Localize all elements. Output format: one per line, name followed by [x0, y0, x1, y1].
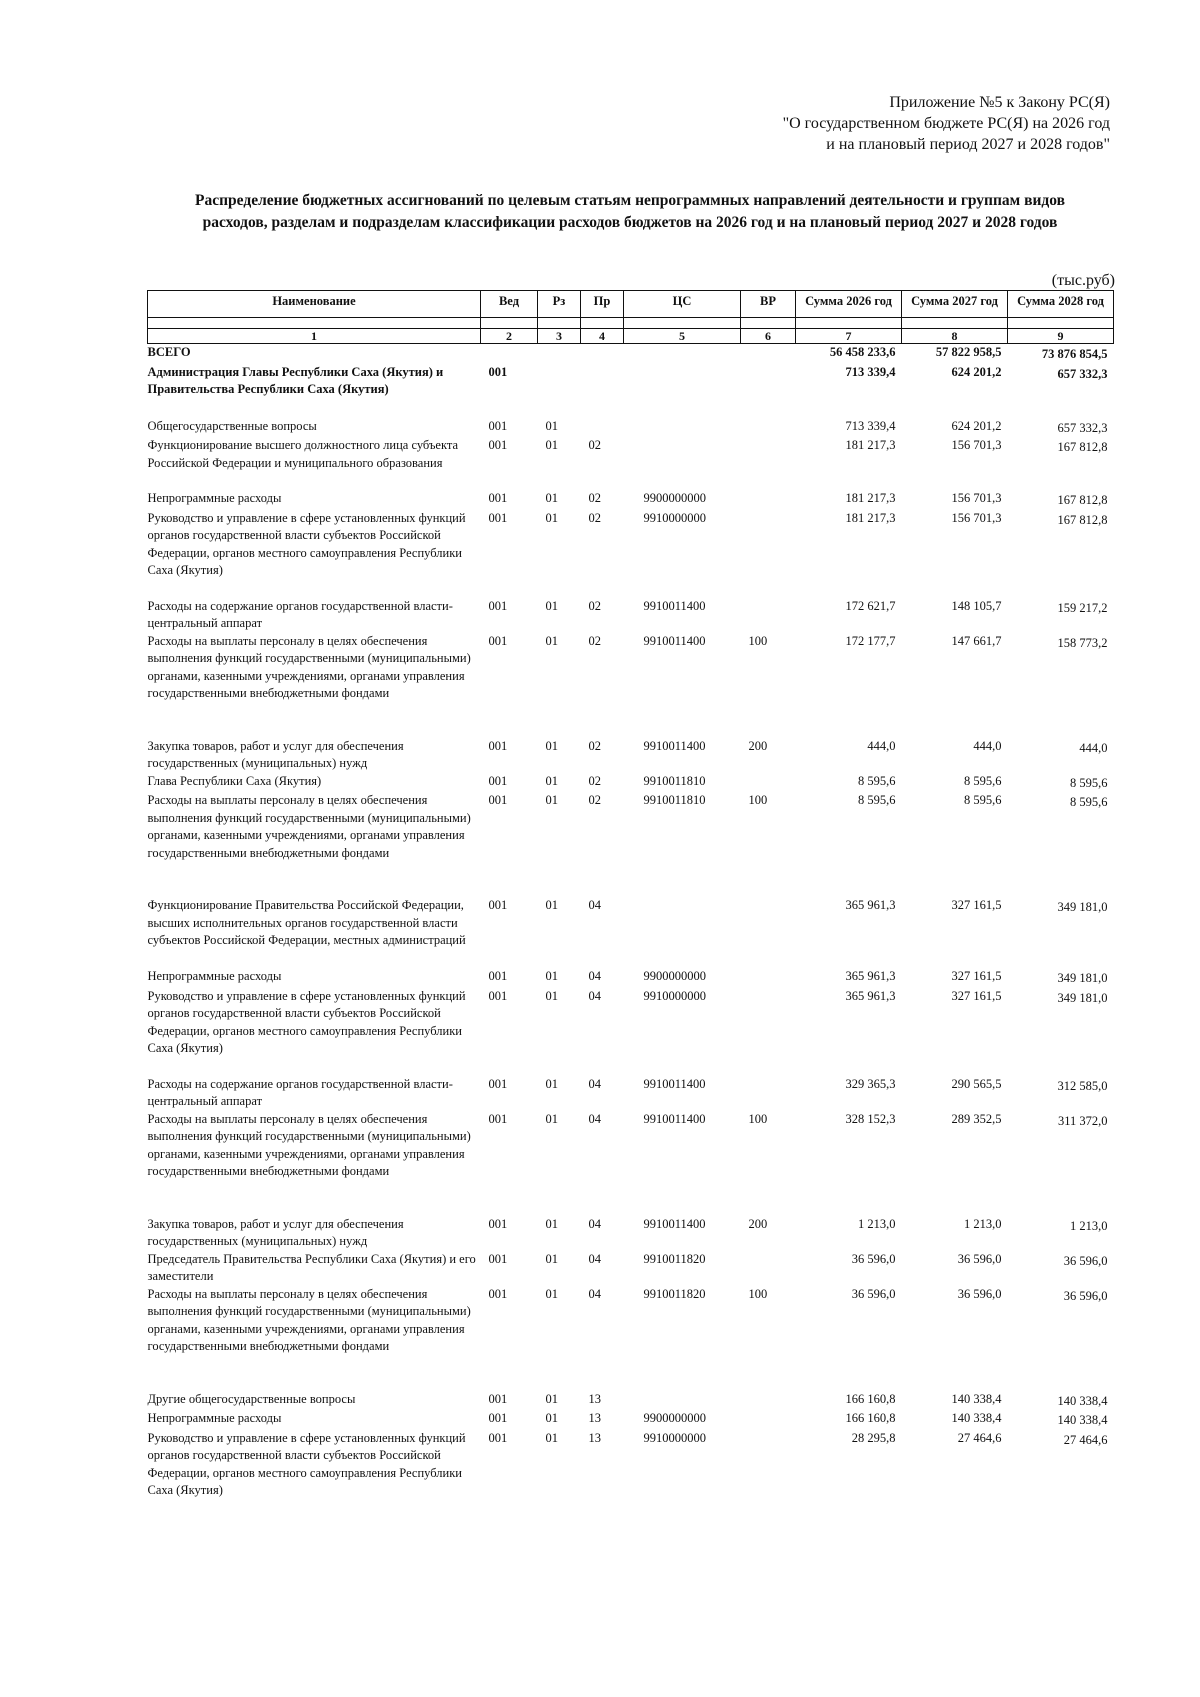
row-sum-2028: 36 596,0	[1063, 1253, 1108, 1268]
row-rz	[538, 364, 581, 418]
column-header: Рз	[538, 291, 581, 318]
row-pr: 13	[588, 1391, 601, 1406]
column-header: Вед	[481, 291, 538, 318]
row-cs: 9910000000	[643, 510, 706, 525]
row-sum-2027: 27 464,6	[957, 1430, 1002, 1445]
appendix-note	[550, 92, 1110, 155]
row-name: Глава Республики Саха (Якутия)	[147, 773, 322, 788]
title-line: расходов, разделам и подразделам классификации расходов бюджетов на 2026 год и на плановый период 2027 и 2028 годов	[202, 214, 1058, 231]
table-row	[148, 1410, 1114, 1430]
row-sum-2026: 365 961,3	[845, 898, 896, 912]
row-rz: 01	[545, 1391, 558, 1406]
row-cs: 9910000000	[643, 1430, 706, 1445]
row-pr: 04	[588, 1216, 601, 1231]
row-name: Руководство и управление в сфере установленных функций органов государственной власти субъектов Российской Федерации, органов местного самоуправления Республики Саха (Якутия)	[147, 510, 466, 577]
row-ved: 001	[488, 438, 508, 452]
column-number: 7	[796, 329, 902, 344]
row-name: Расходы на выплаты персоналу в целях обеспечения выполнения функций государственными (муниципальными) органами, казенными учреждениями, органами управления государственными внебюджетными фондами	[147, 633, 471, 700]
row-sum-2027: 147 661,7	[951, 633, 1002, 648]
row-sum-2026: 36 596,0	[851, 1251, 896, 1266]
table-row	[148, 773, 1114, 793]
row-name: Расходы на содержание органов государственной власти- центральный аппарат	[147, 598, 453, 630]
row-pr: 02	[588, 598, 601, 613]
row-sum-2028: 73 876 854,5	[1041, 347, 1108, 361]
row-vr: 100	[748, 1286, 768, 1301]
row-sum-2027: 444,0	[973, 738, 1002, 753]
row-ved: 001	[488, 1111, 508, 1126]
row-rz: 01	[545, 1430, 558, 1445]
row-cs: 9900000000	[643, 1411, 706, 1425]
column-number: 2	[481, 329, 538, 344]
row-vr	[741, 1410, 796, 1430]
row-sum-2027: 36 596,0	[957, 1251, 1002, 1266]
row-sum-2026: 56 458 233,6	[829, 345, 896, 359]
column-number: 3	[538, 329, 581, 344]
row-rz	[538, 344, 581, 364]
column-header: ЦС	[624, 291, 741, 318]
row-rz: 01	[545, 1411, 558, 1425]
column-header: ВР	[741, 291, 796, 318]
column-number: 8	[902, 329, 1008, 344]
row-sum-2028: 8 595,6	[1070, 795, 1108, 809]
row-cs	[624, 364, 741, 418]
row-cs: 9910011820	[643, 1286, 706, 1301]
row-cs: 9910011400	[643, 1216, 706, 1231]
row-sum-2028: 8 595,6	[1070, 775, 1108, 790]
row-vr	[741, 418, 796, 438]
row-cs: 9910011810	[643, 793, 706, 807]
row-cs: 9900000000	[643, 969, 706, 983]
budget-table	[147, 290, 1114, 1500]
row-name: ВСЕГО	[147, 345, 191, 359]
row-sum-2026: 166 160,8	[845, 1391, 896, 1406]
row-vr	[741, 1391, 796, 1411]
row-rz: 01	[545, 1216, 558, 1231]
row-ved: 001	[488, 1430, 508, 1445]
header-row	[148, 291, 1114, 318]
row-cs	[624, 1391, 741, 1411]
row-cs	[624, 418, 741, 438]
row-sum-2028: 167 812,8	[1057, 493, 1108, 507]
row-name: Общегосударственные вопросы	[147, 418, 317, 433]
row-sum-2027: 327 161,5	[951, 988, 1002, 1003]
row-sum-2026: 1 213,0	[858, 1216, 896, 1231]
row-sum-2028: 167 812,8	[1057, 440, 1108, 454]
table-row	[148, 792, 1114, 897]
row-vr: 100	[748, 633, 768, 648]
row-name: Расходы на выплаты персоналу в целях обеспечения выполнения функций государственными (муниципальными) органами, казенными учреждениями, органами управления государственными внебюджетными фондами	[147, 793, 471, 860]
row-pr: 04	[588, 1076, 601, 1091]
row-name: Другие общегосударственные вопросы	[147, 1391, 356, 1406]
row-pr: 13	[588, 1411, 601, 1425]
row-cs	[624, 344, 741, 364]
row-name: Расходы на выплаты персоналу в целях обеспечения выполнения функций государственными (муниципальными) органами, казенными учреждениями, органами управления государственными внебюджетными фондами	[147, 1111, 471, 1178]
row-sum-2027: 327 161,5	[951, 898, 1002, 912]
row-sum-2028: 349 181,0	[1057, 900, 1108, 914]
row-vr	[741, 968, 796, 988]
row-ved: 001	[488, 1391, 508, 1406]
row-name: Функционирование высшего должностного лица субъекта Российской Федерации и муниципального образования	[147, 438, 459, 470]
row-pr	[581, 344, 624, 364]
row-ved: 001	[488, 1076, 508, 1091]
row-ved: 001	[488, 773, 508, 788]
row-sum-2027: 624 201,2	[951, 364, 1002, 379]
row-sum-2028: 312 585,0	[1057, 1078, 1108, 1093]
row-cs	[624, 437, 741, 490]
row-pr: 02	[588, 633, 601, 648]
row-name: Расходы на содержание органов государственной власти- центральный аппарат	[147, 1076, 453, 1108]
row-sum-2027: 327 161,5	[951, 969, 1002, 983]
row-rz: 01	[545, 418, 558, 433]
column-number: 5	[624, 329, 741, 344]
row-vr	[741, 1251, 796, 1286]
row-sum-2026: 172 177,7	[845, 633, 896, 648]
row-ved: 001	[488, 969, 508, 983]
row-name: Администрация Главы Республики Саха (Якутия) и Правительства Республики Саха (Якутия)	[147, 364, 444, 396]
row-sum-2028: 27 464,6	[1063, 1432, 1108, 1447]
row-sum-2028: 311 372,0	[1057, 1113, 1108, 1128]
row-sum-2026: 713 339,4	[845, 418, 896, 433]
row-sum-2028: 159 217,2	[1057, 600, 1108, 615]
row-pr: 04	[588, 1251, 601, 1266]
row-pr: 02	[588, 738, 601, 753]
row-vr	[741, 1430, 796, 1500]
row-pr	[581, 364, 624, 418]
row-vr	[741, 344, 796, 364]
row-vr	[741, 364, 796, 418]
row-vr	[741, 897, 796, 968]
row-ved: 001	[488, 1216, 508, 1231]
row-name: Закупка товаров, работ и услуг для обеспечения государственных (муниципальных) нужд	[147, 738, 404, 770]
row-ved: 001	[488, 491, 508, 505]
row-sum-2026: 172 621,7	[845, 598, 896, 613]
row-pr: 04	[588, 988, 601, 1003]
row-rz: 01	[545, 773, 558, 788]
table-row	[148, 897, 1114, 968]
document-title	[150, 190, 1110, 234]
row-ved: 001	[488, 793, 508, 807]
appendix-line: Приложение №5 к Закону РС(Я)	[889, 94, 1110, 111]
row-pr: 13	[588, 1430, 601, 1445]
row-sum-2027: 148 105,7	[951, 598, 1002, 613]
row-sum-2028: 140 338,4	[1057, 1413, 1108, 1427]
table-row	[148, 418, 1114, 438]
row-pr: 04	[588, 1286, 601, 1301]
column-header: Наименование	[148, 291, 481, 318]
row-sum-2028: 657 332,3	[1057, 366, 1108, 381]
row-sum-2027: 8 595,6	[964, 793, 1002, 807]
row-sum-2026: 181 217,3	[845, 510, 896, 525]
table-row	[148, 738, 1114, 773]
row-ved: 001	[488, 418, 508, 433]
row-sum-2026: 329 365,3	[845, 1076, 896, 1091]
table-row	[148, 1430, 1114, 1500]
row-ved: 001	[488, 510, 508, 525]
row-sum-2027: 1 213,0	[964, 1216, 1002, 1231]
row-pr: 02	[588, 793, 601, 807]
row-sum-2027: 624 201,2	[951, 418, 1002, 433]
title-line: Распределение бюджетных ассигнований по целевым статьям непрограммных направлений деятельности и группам видов	[195, 192, 1065, 209]
row-sum-2026: 365 961,3	[845, 969, 896, 983]
row-vr	[741, 1076, 796, 1111]
row-pr	[581, 418, 624, 438]
row-rz: 01	[545, 1286, 558, 1301]
row-vr: 200	[748, 738, 768, 753]
row-sum-2028: 349 181,0	[1057, 990, 1108, 1005]
table-row	[148, 510, 1114, 598]
table-body	[148, 344, 1114, 1500]
row-pr: 02	[588, 491, 601, 505]
row-cs: 9910011400	[643, 1076, 706, 1091]
row-vr	[741, 988, 796, 1076]
row-vr	[741, 773, 796, 793]
row-rz: 01	[545, 491, 558, 505]
row-sum-2026: 28 295,8	[851, 1430, 896, 1445]
row-sum-2026: 365 961,3	[845, 988, 896, 1003]
row-vr	[741, 490, 796, 510]
row-vr	[741, 510, 796, 598]
column-number: 4	[581, 329, 624, 344]
row-ved: 001	[488, 1411, 508, 1425]
table-row	[148, 988, 1114, 1076]
row-rz: 01	[545, 633, 558, 648]
row-name: Руководство и управление в сфере установленных функций органов государственной власти субъектов Российской Федерации, органов местного самоуправления Республики Саха (Якутия)	[147, 1430, 466, 1497]
row-name: Руководство и управление в сфере установленных функций органов государственной власти субъектов Российской Федерации, органов местного самоуправления Республики Саха (Якутия)	[147, 988, 466, 1055]
row-vr: 100	[748, 1111, 768, 1126]
row-pr: 04	[588, 969, 601, 983]
row-pr: 02	[588, 773, 601, 788]
row-sum-2027: 156 701,3	[951, 491, 1002, 505]
column-number: 9	[1008, 329, 1114, 344]
row-cs: 9910011400	[643, 633, 706, 648]
row-ved	[481, 344, 538, 364]
row-sum-2028: 1 213,0	[1070, 1218, 1108, 1233]
row-ved: 001	[488, 633, 508, 648]
row-ved: 001	[488, 988, 508, 1003]
row-vr	[741, 437, 796, 490]
row-sum-2028: 140 338,4	[1057, 1393, 1108, 1408]
row-sum-2026: 166 160,8	[845, 1411, 896, 1425]
row-sum-2027: 290 565,5	[951, 1076, 1002, 1091]
row-sum-2027: 140 338,4	[951, 1411, 1002, 1425]
row-rz: 01	[545, 510, 558, 525]
column-number: 6	[741, 329, 796, 344]
row-cs: 9910011400	[643, 1111, 706, 1126]
table-row	[148, 1216, 1114, 1251]
row-rz: 01	[545, 898, 558, 912]
row-cs: 9910011820	[643, 1251, 706, 1266]
row-rz: 01	[545, 969, 558, 983]
row-pr: 02	[588, 510, 601, 525]
row-sum-2026: 713 339,4	[845, 364, 896, 379]
row-vr: 100	[748, 793, 768, 807]
row-sum-2027: 36 596,0	[957, 1286, 1002, 1301]
table-row	[148, 490, 1114, 510]
units-label: (тыс.руб)	[1051, 272, 1115, 289]
row-sum-2026: 444,0	[867, 738, 896, 753]
column-header: Сумма 2028 год	[1008, 291, 1114, 318]
row-rz: 01	[545, 738, 558, 753]
row-name: Председатель Правительства Республики Саха (Якутия) и его заместители	[147, 1251, 476, 1283]
row-sum-2028: 657 332,3	[1057, 420, 1108, 435]
row-sum-2026: 328 152,3	[845, 1111, 896, 1126]
row-sum-2028: 349 181,0	[1057, 971, 1108, 985]
row-vr: 200	[748, 1216, 768, 1231]
table-row	[148, 633, 1114, 738]
row-name: Расходы на выплаты персоналу в целях обеспечения выполнения функций государственными (муниципальными) органами, казенными учреждениями, органами управления государственными внебюджетными фондами	[147, 1286, 471, 1353]
row-ved: 001	[488, 1286, 508, 1301]
row-cs	[624, 897, 741, 968]
column-header: Сумма 2026 год	[796, 291, 902, 318]
row-cs: 9910000000	[643, 988, 706, 1003]
row-name: Непрограммные расходы	[147, 1411, 282, 1425]
row-cs: 9910011400	[643, 598, 706, 613]
column-header: Пр	[581, 291, 624, 318]
row-rz: 01	[545, 1251, 558, 1266]
row-name: Непрограммные расходы	[147, 491, 282, 505]
row-sum-2028: 444,0	[1079, 740, 1108, 755]
row-cs: 9900000000	[643, 491, 706, 505]
row-pr: 04	[588, 898, 601, 912]
header-spacer-row	[148, 318, 1114, 329]
table-row	[148, 598, 1114, 633]
row-rz: 01	[545, 1111, 558, 1126]
row-ved: 001	[488, 898, 508, 912]
row-vr	[741, 598, 796, 633]
row-rz: 01	[545, 1076, 558, 1091]
column-header: Сумма 2027 год	[902, 291, 1008, 318]
table-row	[148, 344, 1114, 364]
row-sum-2026: 181 217,3	[845, 438, 896, 452]
table-row	[148, 968, 1114, 988]
row-ved: 001	[488, 1251, 508, 1266]
row-sum-2027: 156 701,3	[951, 510, 1002, 525]
row-cs: 9910011400	[643, 738, 706, 753]
row-sum-2028: 36 596,0	[1063, 1288, 1108, 1303]
row-sum-2026: 181 217,3	[845, 491, 896, 505]
table-row	[148, 437, 1114, 490]
column-number-row	[148, 329, 1114, 344]
row-rz: 01	[545, 438, 558, 452]
table-row	[148, 1286, 1114, 1391]
row-pr: 02	[588, 438, 601, 452]
row-cs: 9910011810	[643, 773, 706, 788]
row-sum-2028: 158 773,2	[1057, 635, 1108, 650]
table-row	[148, 1391, 1114, 1411]
table-row	[148, 1076, 1114, 1111]
row-sum-2026: 8 595,6	[858, 773, 896, 788]
appendix-line: "О государственном бюджете РС(Я) на 2026 год	[782, 115, 1110, 132]
row-sum-2027: 57 822 958,5	[935, 345, 1002, 359]
row-name: Закупка товаров, работ и услуг для обеспечения государственных (муниципальных) нужд	[147, 1216, 404, 1248]
row-ved: 001	[488, 738, 508, 753]
row-rz: 01	[545, 793, 558, 807]
row-name: Непрограммные расходы	[147, 969, 282, 983]
row-sum-2028: 167 812,8	[1057, 512, 1108, 527]
table-row	[148, 1251, 1114, 1286]
row-sum-2026: 36 596,0	[851, 1286, 896, 1301]
row-ved: 001	[488, 598, 508, 613]
row-name: Функционирование Правительства Российской Федерации, высших исполнительных органов государственной власти субъектов Российской Федерации, местных администраций	[147, 898, 466, 947]
row-rz: 01	[545, 598, 558, 613]
row-sum-2027: 8 595,6	[964, 773, 1002, 788]
row-sum-2027: 289 352,5	[951, 1111, 1002, 1126]
row-sum-2027: 156 701,3	[951, 438, 1002, 452]
column-number: 1	[148, 329, 481, 344]
table-row	[148, 364, 1114, 418]
row-rz: 01	[545, 988, 558, 1003]
appendix-line: и на плановый период 2027 и 2028 годов"	[826, 136, 1110, 153]
table-row	[148, 1111, 1114, 1216]
row-ved: 001	[488, 364, 508, 379]
row-sum-2026: 8 595,6	[858, 793, 896, 807]
row-sum-2027: 140 338,4	[951, 1391, 1002, 1406]
row-pr: 04	[588, 1111, 601, 1126]
